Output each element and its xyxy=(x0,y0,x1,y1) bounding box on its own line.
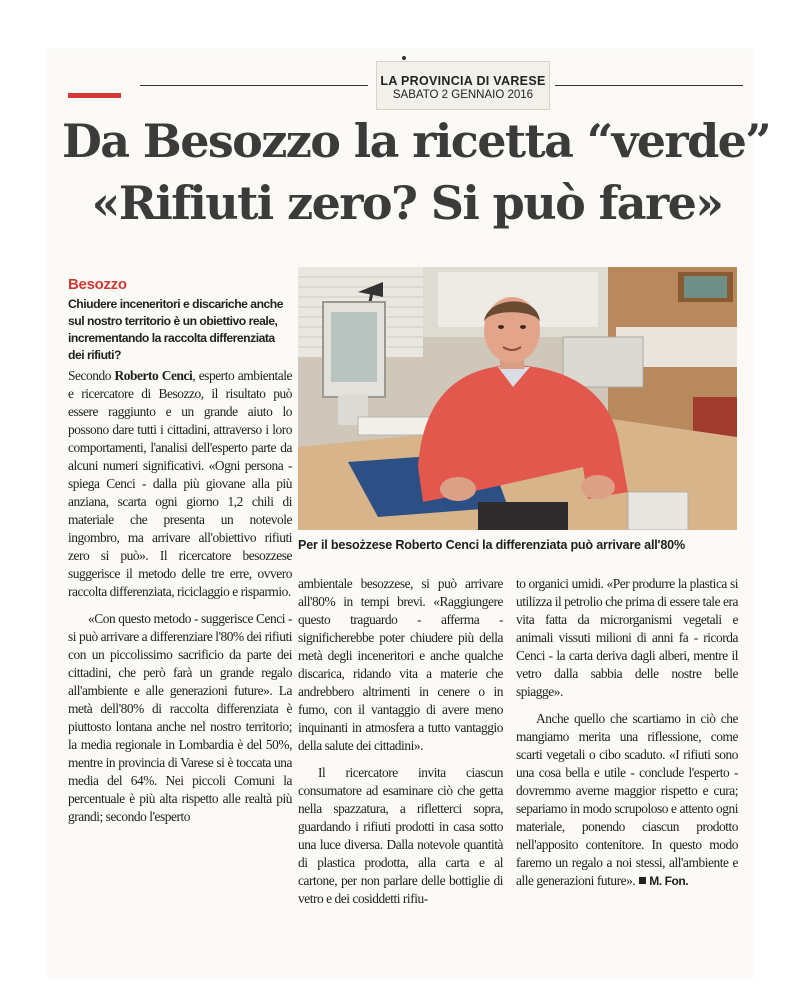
paragraph-text: , esperto ambientale e ricercatore di Besozzo, il risultato può essere raggiunto e un grande aiuto lo possono dare tutti i cittadini, attraverso i loro comportamenti, l'analisi dell'esperto parte da alcuni numeri significativi. «Ogni persona - spiega Cenci - dalla più giovane alla più anziana, scarta ogni giorno 1,2 chili di materiale che presenta un notevole ingombro, ma arrivare all'obiettivo rifiuti zero si può». Il ricercatore besozzese suggerisce il metodo delle tre erre, ovvero raccolta differenziata, riciclaggio e risparmio. xyxy=(68,368,292,599)
headline-line-1: Da Besozzo la ricetta “verde” xyxy=(62,114,771,168)
masthead-name: LA PROVINCIA DI VARESE xyxy=(380,74,546,88)
masthead xyxy=(376,61,550,110)
masthead-rule-right xyxy=(555,85,743,86)
masthead-dot xyxy=(402,56,406,60)
masthead-rule-left xyxy=(140,85,368,86)
paragraph: «Con questo metodo - suggerisce Cenci - si può arrivare a differenziare l'80% dei rifiuti con un piccolissimo sacrificio da parte dei cittadini, che però farà un grande regalo all'ambiente e alle generazioni future». La metà dell'80% di raccolta differenziata è piuttosto lontana anche nel nostro territorio; la media regionale in Lombardia è del 50%, mentre in provincia di Varese si è toccata una media del 64%. Nei piccoli Comuni la percentuale è più alta rispetto alle realtà più grandi; secondo l'esperto xyxy=(68,611,292,824)
paragraph-text: Anche quello che scartiamo in ciò che mangiamo merita una riflessione, come scarti vegetali o cibo scaduto. «I rifiuti sono una cosa bella e utile - conclude l'esperto - dovremmo averne maggior rispetto e cura; separiamo in modo scrupoloso e attento ogni materiale, ponendo ciascun prodotto nell'apposito contenitore. In questo modo faremo un regalo a noi stessi, all'ambiente e alle generazioni future». xyxy=(516,711,738,888)
paragraph xyxy=(516,710,738,890)
section-accent-bar xyxy=(68,93,121,98)
paragraph: to organici umidi. «Per produrre la plastica si utilizza il petrolio che prima di essere tale era vita fatta da microrganismi vegetali e animali vissuti milioni di anni fa - ricorda Cenci - la carta deriva dagli alberi, mentre il vetro dalla sabbia delle nostre belle spiagge». xyxy=(516,576,738,699)
article-photo xyxy=(298,267,737,530)
photo-illustration xyxy=(298,267,737,530)
signature-square-icon xyxy=(639,877,646,884)
paragraph: Il ricercatore invita ciascun consumatore ad esaminare ciò che getta nella spazzatura, a rifletterci sopra, guardando i rifiuti prodotti in casa sotto una luce diversa. Dalla notevole quantità di plastica prodotta, alla carta e al cartone, per non parlare delle bottiglie di vetro e dei cosiddetti rifiu- xyxy=(298,765,503,906)
photo-caption: Per il besożzese Roberto Cenci la differenziata può arrivare all'80% xyxy=(298,538,685,552)
masthead-date: SABATO 2 GENNAIO 2016 xyxy=(392,89,534,101)
author-signature: M. Fon. xyxy=(649,874,689,888)
article-column-2 xyxy=(298,575,503,908)
article-column-1 xyxy=(68,367,292,826)
paragraph-text: Secondo xyxy=(68,368,115,383)
paragraph xyxy=(68,367,292,601)
article-column-3 xyxy=(516,575,738,890)
article-summary: Chiudere inceneritori e discariche anche sul nostro territorio è un obiettivo reale, incrementando la raccolta differenziata dei rifiuti? xyxy=(68,297,284,362)
paragraph: ambientale besozzese, si può arrivare all'80% in tempi brevi. «Raggiungere questo traguardo - afferma - significherebbe poter chiudere più della metà degli inceneritori e anche qualche discarica, ridando vita a materie che andrebbero altrimenti in cenere o in fumo, con il vantaggio di avere meno inquinanti in atmosfera a tutto vantaggio della salute dei cittadini». xyxy=(298,576,503,753)
headline-line-2: «Rifiuti zero? Si può fare» xyxy=(91,176,723,230)
location-kicker: Besozzo xyxy=(68,276,127,293)
person-name: Roberto Cenci xyxy=(114,368,193,383)
